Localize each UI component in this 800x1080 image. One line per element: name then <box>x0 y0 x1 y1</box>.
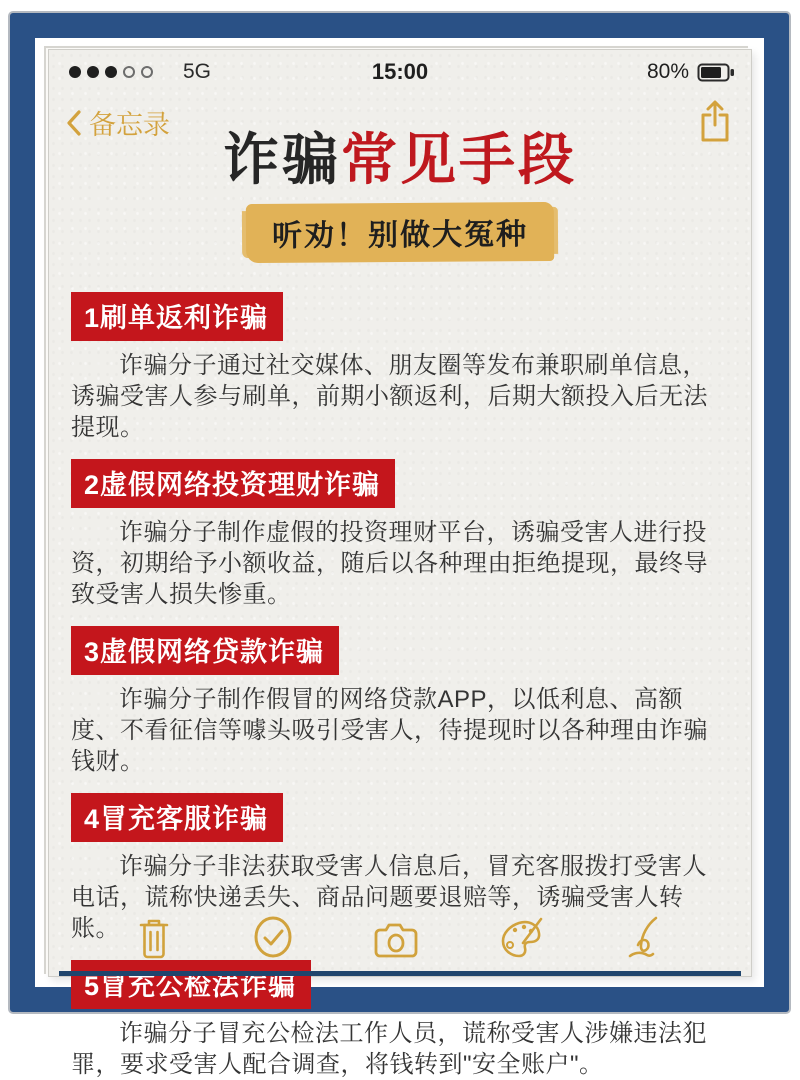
clock-label: 15:00 <box>371 59 429 84</box>
title-part-black: 诈骗 <box>223 128 341 191</box>
subtitle-highlight: 听劝！别做大冤种 <box>246 202 554 263</box>
battery-icon <box>697 63 735 82</box>
network-type-label: 5G <box>183 60 212 83</box>
section-label: 3虚假网络贷款诈骗 <box>71 626 339 675</box>
section-label: 2虚假网络投资理财诈骗 <box>71 459 395 508</box>
notes-toolbar <box>59 913 741 976</box>
section-body: 诈骗分子冒充公检法工作人员，谎称受害人涉嫌违法犯罪，要求受害人配合调查，将钱转到"安全账户"。 <box>71 1019 707 1078</box>
section-body: 诈骗分子非法获取受害人信息后，冒充客服拨打受害人电话，谎称快递丢失、商品问题要退赔等，诱骗受害人转账。 <box>71 852 707 942</box>
back-button-label: 备忘录 <box>89 110 170 140</box>
share-icon <box>697 99 733 143</box>
section-body: 诈骗分子制作虚假的投资理财平台，诱骗受害人进行投资，初期给予小额收益，随后以各种理由拒绝提现，最终导致受害人损失惨重。 <box>71 518 708 608</box>
battery-percent-label: 80% <box>646 60 689 83</box>
markup-button[interactable] <box>497 917 545 961</box>
section-body: 诈骗分子制作假冒的网络贷款APP，以低利息、高额度、不看征信等噱头吸引受害人，待提现时以各种理由诈骗钱财。 <box>71 685 708 775</box>
quill-icon <box>622 915 666 961</box>
trash-icon <box>134 917 174 961</box>
chevron-left-icon <box>65 109 82 137</box>
title-part-red: 常见手段 <box>341 128 577 191</box>
palette-icon <box>497 917 545 961</box>
section-label: 1刷单返利诈骗 <box>71 292 283 341</box>
nav-bar <box>65 103 733 147</box>
checklist-button[interactable] <box>251 913 295 961</box>
camera-button[interactable] <box>372 921 420 961</box>
note-page <box>48 49 752 1078</box>
share-button[interactable] <box>697 99 733 143</box>
section-label: 5冒充公检法诈骗 <box>71 960 311 1009</box>
back-button[interactable] <box>65 103 170 142</box>
delete-button[interactable] <box>134 917 174 961</box>
check-circle-icon <box>251 913 295 961</box>
section-body: 诈骗分子通过社交媒体、朋友圈等发布兼职刷单信息，诱骗受害人参与刷单，前期小额返利，后期大额投入后无法提现。 <box>71 351 708 441</box>
compose-button[interactable] <box>622 915 666 961</box>
device-frame <box>10 13 789 1078</box>
camera-icon <box>372 921 420 961</box>
status-bar <box>65 59 735 85</box>
section-label: 4冒充客服诈骗 <box>71 793 283 842</box>
